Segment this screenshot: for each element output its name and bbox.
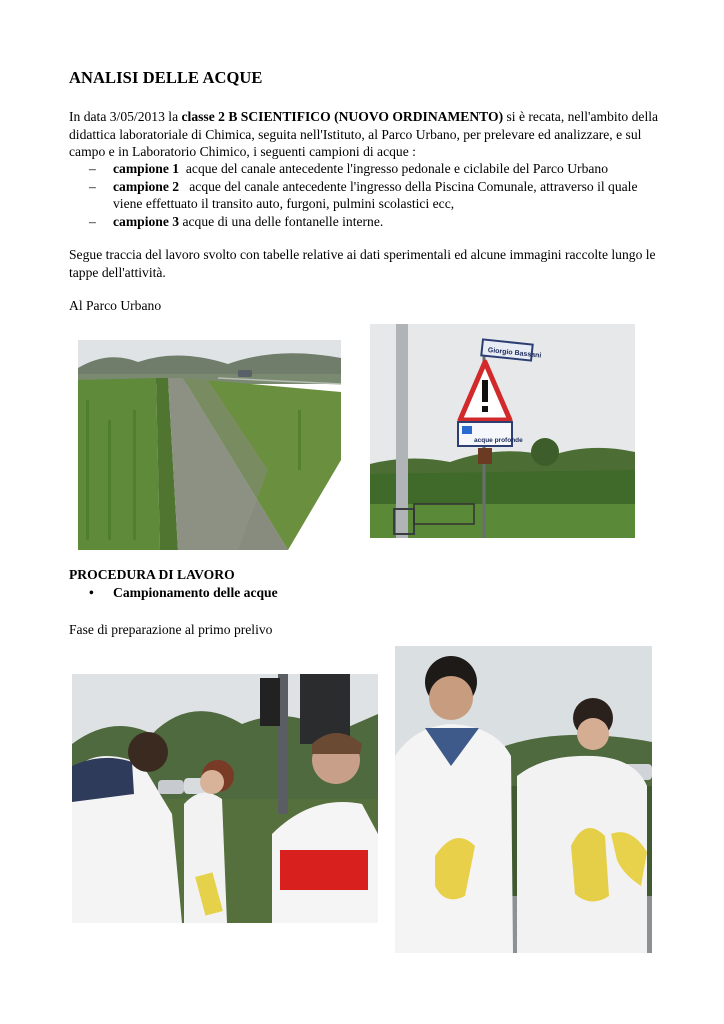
intro-paragraph — [69, 108, 659, 161]
sign-photo — [370, 324, 635, 538]
sample-name: campione 1 — [113, 161, 180, 176]
procedure-item-label: Campionamento delle acque — [113, 585, 278, 600]
samples-list — [69, 160, 669, 230]
page-title: ANALISI DELLE ACQUE — [69, 68, 263, 87]
procedure-heading: PROCEDURA DI LAVORO — [69, 567, 235, 582]
sample-description: acque del canale antecedente l'ingresso pedonale e ciclabile del Parco Urbano — [179, 161, 609, 176]
parco-label: Al Parco Urbano — [69, 298, 162, 313]
list-item — [69, 213, 669, 231]
intro-text-end: si è recata, nell'ambito della didattica laboratoriale di Chimica, seguita nell'Istituto, al Parco Urbano, per prelevare ed analizzare, e sul campo e in Laboratorio Chimico, i seguenti campioni di acque : — [69, 109, 659, 159]
sample-name: campione 3 — [113, 213, 180, 229]
trace-paragraph: Segue traccia del lavoro svolto con tabelle relative ai dati sperimentali ed alcune immagini raccolte lungo le tappe dell'attività. — [69, 247, 656, 280]
students-teacher-photo — [72, 674, 378, 923]
bullet-icon: • — [89, 585, 94, 600]
fase-label: Fase di preparazione al primo prelivo — [69, 622, 273, 637]
sample-description: acque del canale antecedente l'ingresso della Piscina Comunale, attraverso il quale viene effettuato il transito auto, furgoni, pulmini scolastici ecc, — [113, 178, 641, 211]
list-item — [69, 178, 669, 213]
warning-sign-text: acque profonde — [474, 437, 523, 444]
canal-photo — [78, 340, 341, 550]
street-sign-text: Giorgio Bassani — [487, 347, 542, 360]
intro-text-start: In data 3/05/2013 la — [69, 109, 182, 124]
class-name: classe 2 B SCIENTIFICO (NUOVO ORDINAMENTO) — [181, 109, 504, 124]
sample-description: acque di una delle fontanelle interne. — [179, 213, 384, 229]
sample-name: campione 2 — [113, 178, 180, 194]
list-item — [69, 160, 669, 178]
students-gloves-photo — [395, 646, 652, 953]
procedure-item — [89, 585, 278, 601]
